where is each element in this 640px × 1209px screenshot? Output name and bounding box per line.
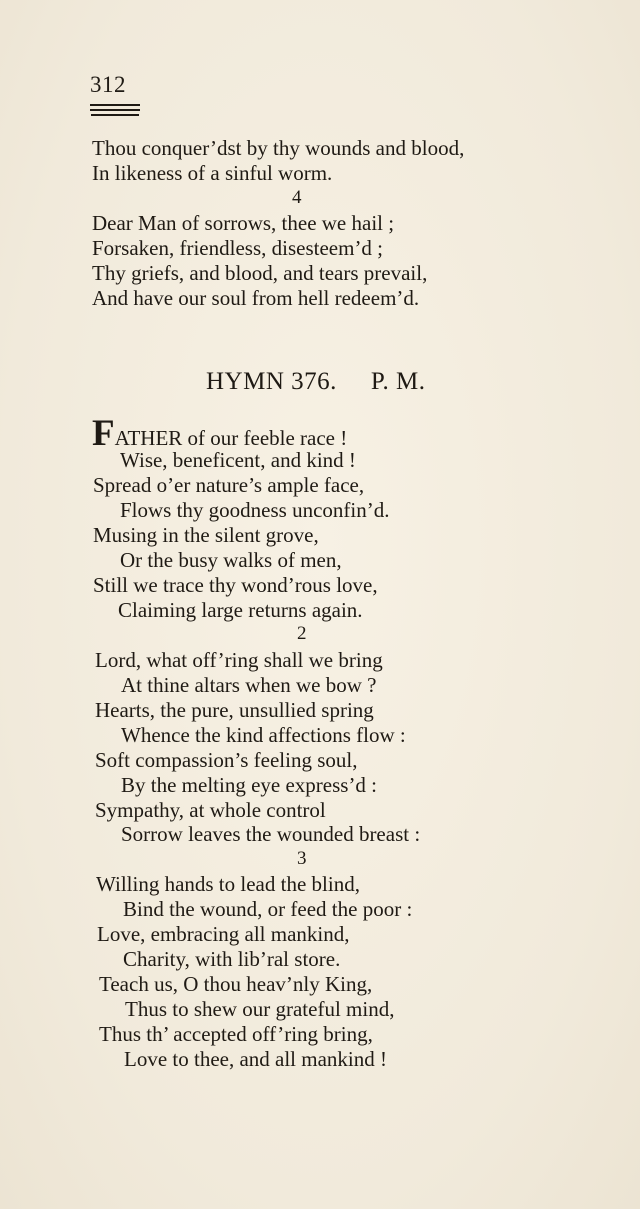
header-rule	[90, 104, 140, 106]
verse-line: Love to thee, and all mankind !	[124, 1047, 388, 1071]
verse-line: Spread o’er nature’s ample face,	[93, 473, 365, 497]
verse-line: Wise, beneficent, and kind !	[120, 448, 356, 472]
verse-line: Musing in the silent grove,	[93, 523, 319, 547]
verse-line: Whence the kind affections flow :	[121, 723, 406, 747]
verse-line: Bind the wound, or feed the poor :	[123, 897, 413, 921]
stanza-number: 2	[297, 623, 307, 644]
hymn-meter: P. M.	[370, 368, 426, 395]
verse-line: Soft compassion’s feeling soul,	[95, 748, 358, 772]
verse-line: By the melting eye express’d :	[121, 773, 378, 797]
verse-line-first	[92, 413, 348, 454]
verse-line: Teach us, O thou heav’nly King,	[99, 972, 373, 996]
header-rule	[90, 109, 140, 111]
header-rule	[91, 114, 139, 116]
verse-line: Thus th’ accepted off’ring bring,	[99, 1022, 373, 1046]
verse-line: Forsaken, friendless, disesteem’d ;	[92, 236, 384, 260]
first-line-rest: ATHER of our feeble race !	[114, 426, 348, 450]
drop-cap: F	[92, 413, 115, 454]
verse-line: Hearts, the pure, unsullied spring	[95, 698, 374, 722]
stanza-number: 3	[297, 848, 307, 869]
hymn-number: HYMN 376.	[206, 368, 337, 395]
page-number: 312	[90, 72, 126, 97]
verse-line: Dear Man of sorrows, thee we hail ;	[92, 211, 395, 235]
verse-line: Sorrow leaves the wounded breast :	[121, 822, 421, 846]
verse-line: At thine altars when we bow ?	[121, 673, 377, 697]
verse-line: Willing hands to lead the blind,	[96, 872, 360, 896]
verse-line: Thou conquer’dst by thy wounds and blood,	[92, 136, 465, 160]
verse-line: And have our soul from hell redeem’d.	[92, 286, 420, 310]
verse-line: Charity, with lib’ral store.	[123, 947, 341, 971]
verse-line: Love, embracing all mankind,	[97, 922, 350, 946]
verse-line: Sympathy, at whole control	[95, 798, 326, 822]
stanza-number: 4	[292, 187, 302, 208]
verse-line: Thy griefs, and blood, and tears prevail,	[92, 261, 428, 285]
verse-line: Lord, what off’ring shall we bring	[95, 648, 383, 672]
hymn-title	[206, 368, 426, 396]
verse-line: Thus to shew our grateful mind,	[125, 997, 395, 1021]
verse-line: Still we trace thy wond’rous love,	[93, 573, 378, 597]
verse-line: In likeness of a sinful worm.	[92, 161, 333, 185]
verse-line: Claiming large returns again.	[118, 598, 363, 622]
verse-line: Flows thy goodness unconfin’d.	[120, 498, 390, 522]
verse-line: Or the busy walks of men,	[120, 548, 342, 572]
